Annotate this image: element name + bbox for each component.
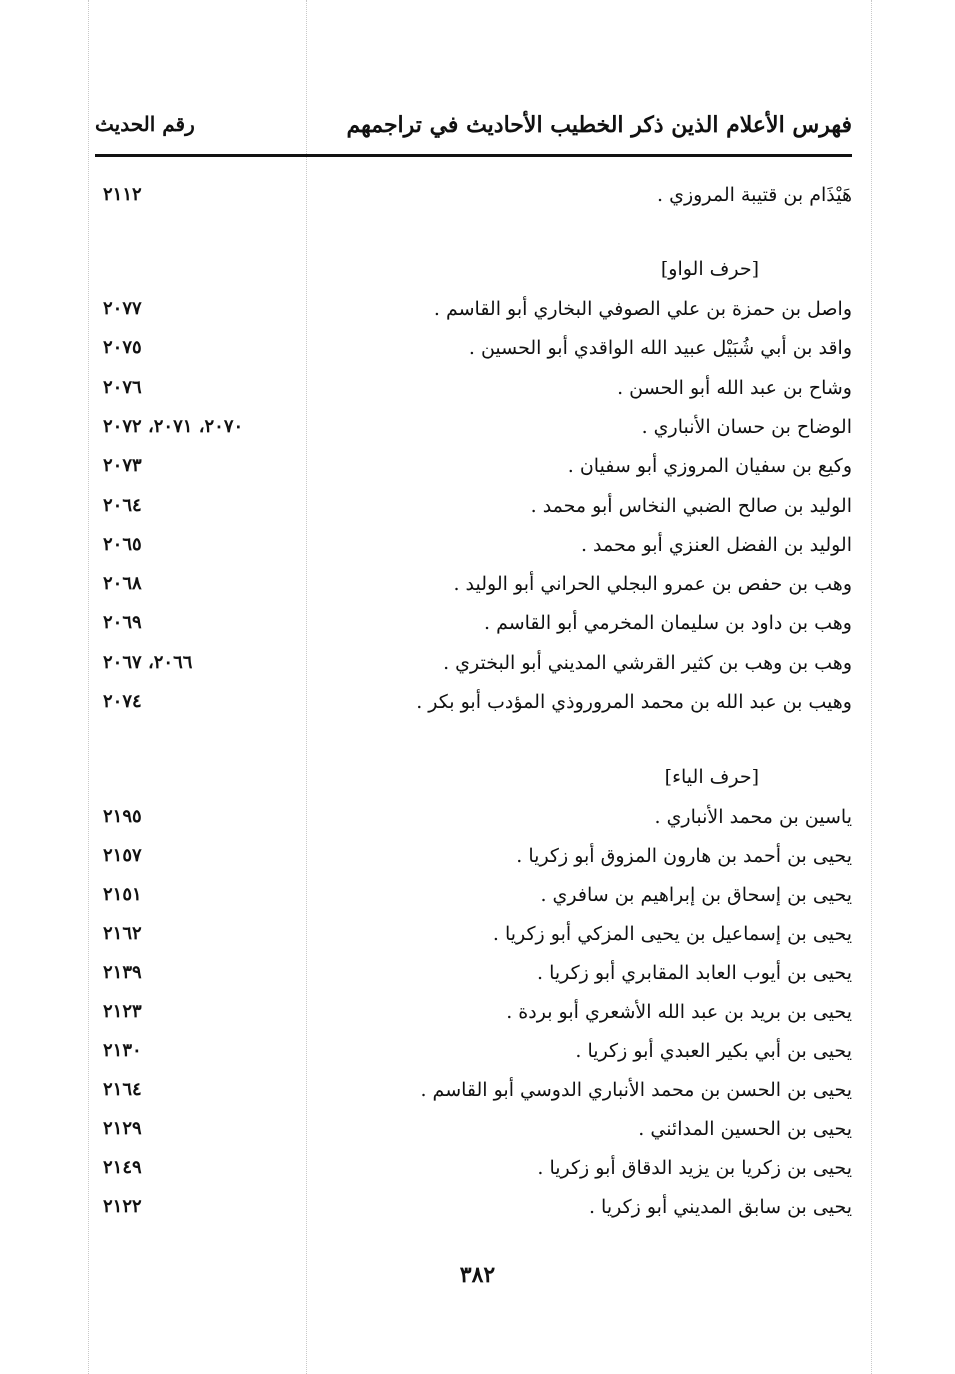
scan-guide-line xyxy=(88,0,89,1374)
index-entry xyxy=(95,333,852,369)
index-entry xyxy=(95,1192,852,1228)
entry-name: يحيى بن إسحاق بن إبراهيم بن سافري . xyxy=(540,884,852,906)
index-entry xyxy=(95,919,852,955)
entry-numbers: ٢١٢٩ xyxy=(103,1118,142,1139)
entry-numbers: ٢٠٧٥ xyxy=(103,337,142,359)
entry-name: يحيى بن الحسن بن محمد الأنباري الدوسي أبو القاسم . xyxy=(420,1079,852,1101)
entry-numbers: ٢٠٧٣ xyxy=(103,455,142,477)
index-entry xyxy=(95,1075,852,1111)
page-number: ٣٨٢ xyxy=(459,1262,496,1288)
entry-name: يحيى بن إسماعيل بن يحيى المزكي أبو زكريا . xyxy=(492,923,852,945)
entry-numbers: ٢٠٦٤ xyxy=(103,494,142,516)
header-title: فهرس الأعلام الذين ذكر الخطيب الأحاديث في تراجمهم xyxy=(346,112,852,138)
index-entry xyxy=(95,687,852,723)
entry-name: وشاح بن عبد الله أبو الحسن . xyxy=(617,376,852,399)
entry-name: يحيى بن زكريا بن يزيد الدقاق أبو زكريا . xyxy=(537,1157,852,1179)
index-entry xyxy=(95,608,852,644)
index-entry xyxy=(95,569,852,605)
header-rule xyxy=(95,154,852,157)
entry-numbers: ٢١٢٣ xyxy=(103,1001,142,1022)
index-entry xyxy=(95,1114,852,1150)
entry-numbers: ٢١٥١ xyxy=(103,884,142,905)
entry-name: واقد بن أبي شُبَيْل عبيد الله الواقدي أبو الحسين . xyxy=(468,337,852,360)
entry-numbers: ٢٠٦٦، ٢٠٦٧ xyxy=(103,651,193,673)
entry-numbers: ٢٠٧٦ xyxy=(103,376,142,398)
entry-name: يحيى بن أبي بكير العبدي أبو زكريا . xyxy=(575,1040,852,1062)
index-entry xyxy=(95,841,852,877)
index-entry xyxy=(95,451,852,487)
entry-numbers: ٢٠٧٧ xyxy=(103,298,142,319)
entry-name: يحيى بن أحمد بن هارون المزوق أبو زكريا . xyxy=(516,845,852,867)
entry-name: ياسين بن محمد الأنباري . xyxy=(654,806,852,828)
entry-name: الوضاح بن حسان الأنباري . xyxy=(641,415,852,438)
entry-name: وهب بن داود بن سليمان المخرمي أبو القاسم . xyxy=(484,612,852,635)
entry-name: الوليد بن الفضل العنزي أبو محمد . xyxy=(580,533,852,556)
entry-name: وكيع بن سفيان المروزي أبو سفيان . xyxy=(567,455,852,478)
entry-numbers: ٢٠٦٩ xyxy=(103,612,142,634)
entry-numbers: ٢١٥٧ xyxy=(103,845,142,866)
index-entry xyxy=(95,373,852,409)
index-entry xyxy=(95,880,852,916)
section-heading-waw: [حرف الواو] xyxy=(660,258,759,280)
index-entry xyxy=(95,412,852,448)
entry-numbers: ٢٠٧٤ xyxy=(103,691,142,712)
index-entry xyxy=(95,491,852,527)
index-entry xyxy=(95,1153,852,1189)
entry-name: واصل بن حمزة بن علي الصوفي البخاري أبو القاسم . xyxy=(433,298,852,320)
scan-guide-line xyxy=(871,0,872,1374)
section-heading-ya: [حرف الياء] xyxy=(664,766,759,788)
entry-numbers: ٢٠٦٥ xyxy=(103,533,142,555)
entry-numbers: ٢٠٦٨ xyxy=(103,573,142,595)
entry-name: وهيب بن عبد الله بن محمد المروروذي المؤدب أبو بكر . xyxy=(416,691,852,713)
entry-name: هَيْذَام بن قتيبة المروزي . xyxy=(657,184,852,206)
entry-numbers: ٢٠٧٠، ٢٠٧١، ٢٠٧٢ xyxy=(103,415,244,437)
index-entry xyxy=(95,1036,852,1072)
index-entry xyxy=(95,530,852,566)
entry-name: يحيى بن أيوب العابد المقابري أبو زكريا . xyxy=(536,962,852,984)
index-entry xyxy=(95,802,852,838)
entry-name: يحيى بن سابق المديني أبو زكريا . xyxy=(588,1196,852,1218)
index-entry xyxy=(95,648,852,684)
entry-numbers: ٢١٣٩ xyxy=(103,962,142,983)
entry-numbers: ٢١٦٢ xyxy=(103,923,142,944)
entry-name: وهب بن وهب بن كثير القرشي المديني أبو البختري . xyxy=(443,651,852,674)
entry-name: يحيى بن الحسين المدائني . xyxy=(638,1118,852,1140)
entry-numbers: ٢١٦٤ xyxy=(103,1079,142,1100)
page-header xyxy=(95,112,852,150)
index-entry xyxy=(95,958,852,994)
index-entry xyxy=(95,294,852,330)
entry-numbers: ٢١٩٥ xyxy=(103,806,142,827)
index-entry xyxy=(95,180,852,216)
entry-name: وهب بن حفص بن عمرو البجلي الحراني أبو الوليد . xyxy=(453,573,852,596)
entry-numbers: ٢١١٢ xyxy=(103,184,142,205)
index-entry xyxy=(95,997,852,1033)
entry-name: يحيى بن بريد بن عبد الله الأشعري أبو بردة . xyxy=(506,1001,852,1023)
entry-numbers: ٢١٣٠ xyxy=(103,1040,142,1061)
entry-name: الوليد بن صالح الضبي النخاس أبو محمد . xyxy=(530,494,852,517)
number-column-heading: رقم الحديث xyxy=(95,112,195,136)
entry-numbers: ٢١٢٢ xyxy=(103,1196,142,1217)
entry-numbers: ٢١٤٩ xyxy=(103,1157,142,1178)
